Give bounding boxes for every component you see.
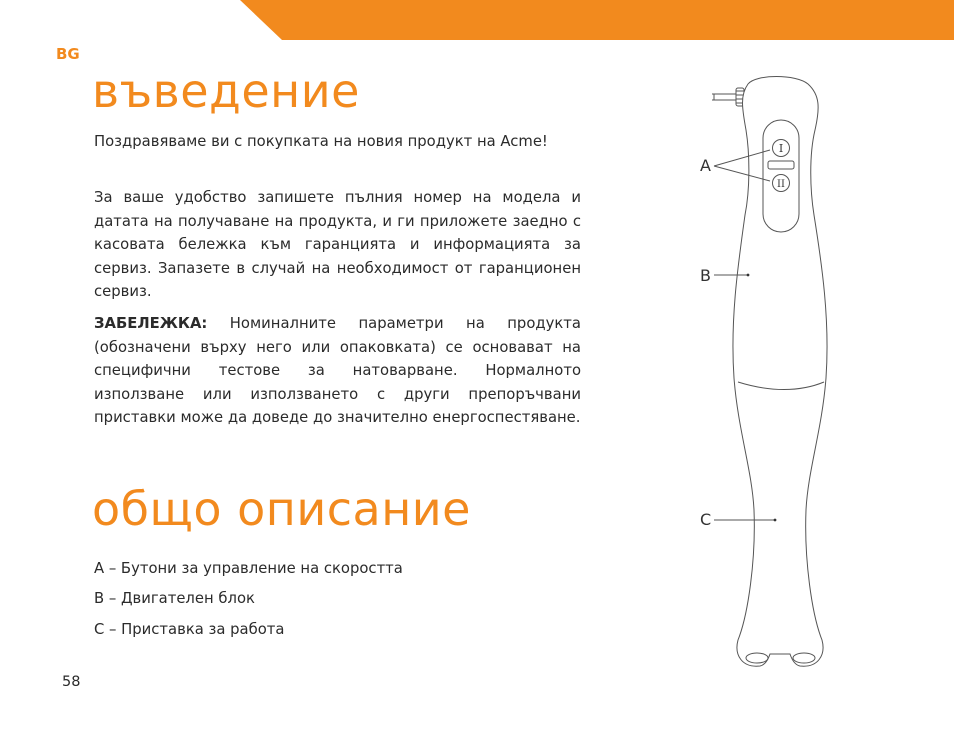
note-label: ЗАБЕЛЕЖКА: [94, 315, 208, 332]
description-item-b: B – Двигателен блок [94, 590, 255, 607]
header-banner [0, 0, 954, 42]
language-code: BG [56, 45, 80, 63]
description-heading: общо описание [92, 482, 471, 536]
note-text: Номиналните параметри на продукта (обозначени върху него или опаковката) се основават на специфични тестове за натоварване. Нормалното използване или използването с други препоръчвани приставки може да доведе до значително енергоспестяване. [94, 315, 581, 426]
callout-b: B [700, 266, 711, 285]
description-item-c: C – Приставка за работа [94, 621, 285, 638]
hand-blender-illustration [690, 70, 840, 680]
speed-button-1-label: I [778, 142, 784, 155]
callout-c: C [700, 510, 712, 529]
note-paragraph [94, 312, 581, 430]
description-item-a: A – Бутони за управление на скоростта [94, 560, 403, 577]
callout-a: A [700, 156, 711, 175]
page-number: 58 [62, 674, 81, 690]
intro-heading: въведение [92, 64, 360, 118]
intro-paragraph-2: За ваше удобство запишете пълния номер на модела и датата на получаване на продукта, и ги приложете заедно с касовата бележка към гаранцията и информацията за сервиз. Запазете в случай на необходимост от гаранционен сервиз. [94, 189, 581, 300]
intro-paragraph-1: Поздравяваме ви с покупката на новия продукт на Acme! [94, 133, 548, 150]
speed-button-2-label: II [777, 179, 785, 190]
